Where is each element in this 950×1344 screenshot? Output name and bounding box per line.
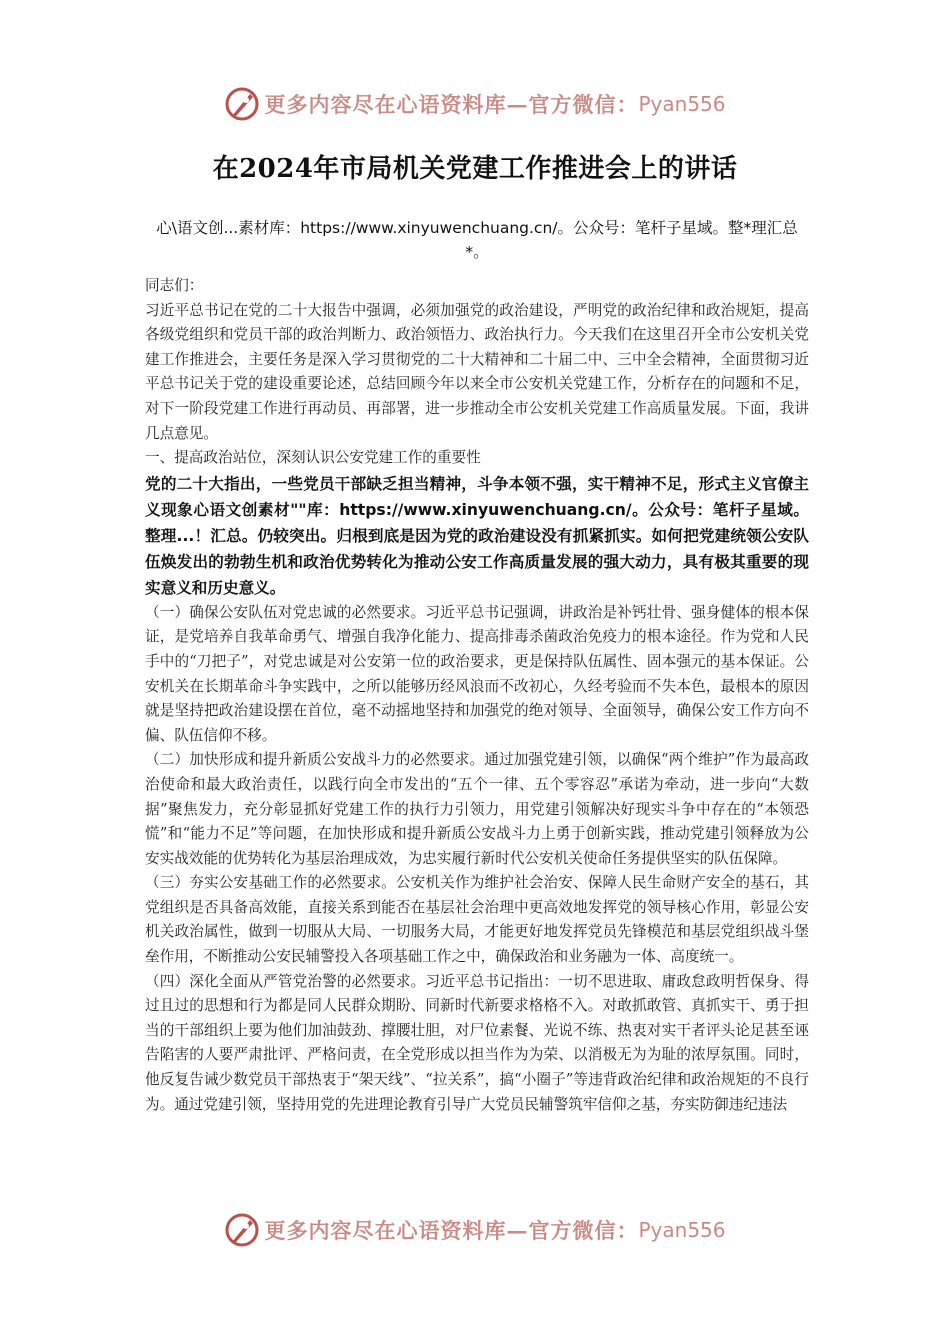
source-line: 心\语文创...素材库：https://www.xinyuwenchuang.cn/。公众号：笔杆子星域。整*理汇总*。 <box>156 219 798 261</box>
paragraph: （二）加快形成和提升新质公安战斗力的必然要求。通过加强党建引领，以确保“两个维护”作为最高政治使命和最大政治责任，以践行向全市发出的“五个一律、五个零容忍”承诺为牵动，进一步向“大数据”聚焦发力，充分彰显抓好党建工作的执行力引领力，用党建引领解决好现实斗争中存在的“本领恐慌”和“能力不足”等问题，在加快形成和提升新质公安战斗力上勇于创新实践，推动党建引领释放为公安实战效能的优势转化为基层治理成效，为忠实履行新时代公安机关使命任务提供坚实的队伍保障。 <box>145 751 809 867</box>
salutation: 同志们： <box>145 277 204 294</box>
paragraph: 习近平总书记在党的二十大报告中强调，必须加强党的政治建设，严明党的政治纪律和政治规矩，提高各级党组织和党员干部的政治判断力、政治领悟力、政治执行力。今天我们在这里召开全市公安机关党建工作推进会，主要任务是深入学习贯彻党的二十大精神和二十届二中、三中全会精神，全面贯彻习近平总书记关于党的建设重要论述，总结回顾今年以来全市公安机关党建工作，分析存在的问题和不足，对下一阶段党建工作进行再动员、再部署，进一步推动全市公安机关党建工作高质量发展。下面，我讲几点意见。 <box>145 301 809 442</box>
banner-wechat-id: Pyan556 <box>638 92 726 116</box>
header-banner <box>0 82 950 126</box>
paragraph: （四）深化全面从严管党治警的必然要求。习近平总书记指出：一切不思进取、庸政怠政明哲保身、得过且过的思想和行为都是同人民群众期盼、同新时代新要求格格不入。对敢抓敢管、真抓实干、勇于担当的干部组织上要为他们加油鼓劲、撑腰壮胆，对尸位素餐、光说不练、热衷对实干者评头论足甚至诬告陷害的人要严肃批评、严格问责，在全党形成以担当作为为荣、以消极无为为耻的浓厚氛围。同时，他反复告诫少数党员干部热衷于“架天线”、“拉关系”，搞“小圈子”等违背政治纪律和政治规矩的不良行为。通过党建引领，坚持用党的先进理论教育引导广大党员民辅警筑牢信仰之基，夯实防御违纪违法 <box>145 972 809 1113</box>
footer-banner <box>0 1208 950 1252</box>
paragraph-bold: 党的二十大指出，一些党员干部缺乏担当精神，斗争本领不强，实干精神不足，形式主义官僚主义现象心语文创素材""库：https://www.xinyuwenchuang.cn/。公众号：笔杆子星域。整理...！汇总。仍较突出。归根到底是因为党的政治建设没有抓紧抓实。如何把党建统领公安队伍焕发出的勃勃生机和政治优势转化为推动公安工作高质量发展的强大动力，具有极其重要的现实意义和历史意义。 <box>145 474 809 597</box>
document-body <box>145 274 809 1117</box>
quill-logo-icon <box>224 1212 260 1248</box>
banner-text: 更多内容尽在心语资料库—官方微信： <box>264 1218 639 1243</box>
quill-logo-icon <box>224 86 260 122</box>
banner-wechat-id: Pyan556 <box>638 1218 726 1242</box>
paragraph: （三）夯实公安基础工作的必然要求。公安机关作为维护社会治安、保障人民生命财产安全的基石，其党组织是否具备高效能，直接关系到能否在基层社会治理中更高效地发挥党的领导核心作用，彰显公安机关政治属性，做到一切服从大局、一切服务大局，才能更好地发挥党员先锋模范和基层党组织战斗堡垒作用，不断推动公安民辅警投入各项基础工作之中，确保政治和业务融为一体、高度统一。 <box>145 874 809 966</box>
banner-text: 更多内容尽在心语资料库—官方微信： <box>264 92 639 117</box>
paragraph: （一）确保公安队伍对党忠诚的必然要求。习近平总书记强调，讲政治是补钙壮骨、强身健体的根本保证，是党培养自我革命勇气、增强自我净化能力、提高排毒杀菌政治免疫力的根本途径。作为党和人民手中的“刀把子”，对党忠诚是对公安第一位的政治要求，更是保持队伍属性、固本强元的基本保证。公安机关在长期革命斗争实践中，之所以能够历经风浪而不改初心，久经考验而不失本色，最根本的原因就是坚持把政治建设摆在首位，毫不动摇地坚持和加强党的绝对领导、全面领导，确保公安工作方向不偏、队伍信仰不移。 <box>145 603 809 744</box>
section-heading: 一、提高政治站位，深刻认识公安党建工作的重要性 <box>145 449 481 467</box>
page-title: 在2024年市局机关党建工作推进会上的讲话 <box>212 154 738 184</box>
